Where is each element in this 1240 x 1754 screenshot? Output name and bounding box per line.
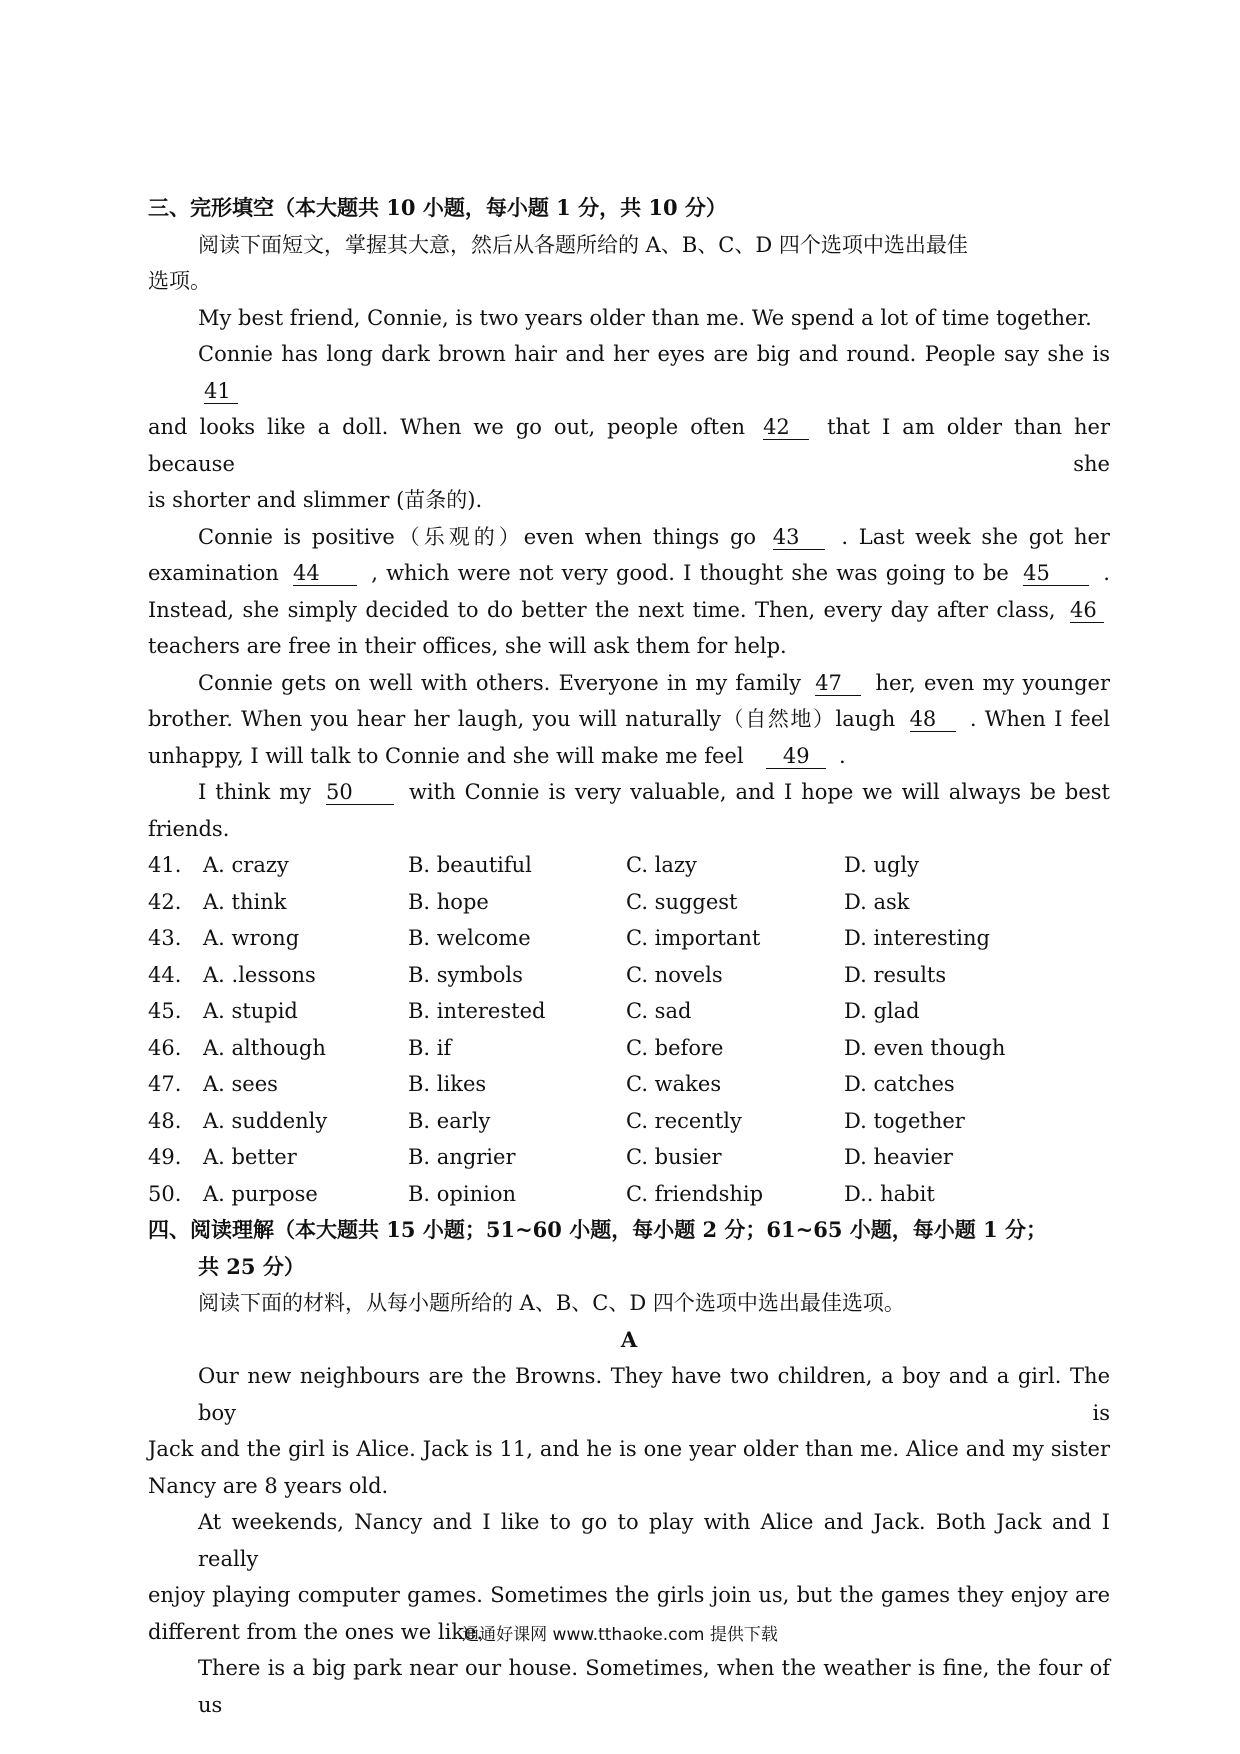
passage-line xyxy=(148,738,1110,775)
question-row xyxy=(148,1139,1110,1176)
option-b: B. welcome xyxy=(408,926,531,950)
exam-page xyxy=(148,190,1110,1723)
passage-text: with Connie is very valuable, and I hope we will always be best xyxy=(408,780,1110,804)
passage-a-line: Nancy are 8 years old. xyxy=(148,1473,389,1498)
option-c: C. recently xyxy=(626,1108,742,1133)
option-a: A. sees xyxy=(203,1072,278,1096)
blank-50: 50 xyxy=(326,780,394,805)
passage-text: Connie is positive（乐观的）even when things go xyxy=(198,524,757,549)
option-b: B. early xyxy=(408,1108,491,1133)
passage-text: that I am older than her because she xyxy=(148,415,1111,476)
passage-text: . When I feel xyxy=(969,707,1110,731)
option-a: A. .lessons xyxy=(203,962,316,987)
option-c: C. busier xyxy=(626,1145,722,1169)
question-row xyxy=(148,920,1110,957)
section4-heading-cont: 共 25 分） xyxy=(198,1253,305,1279)
option-a: A. better xyxy=(203,1145,297,1169)
passage-line xyxy=(148,555,1110,592)
option-d: D. ask xyxy=(844,889,910,914)
passage-a-line: At weekends, Nancy and I like to go to play with Alice and Jack. Both Jack and I really xyxy=(198,1510,1110,1571)
question-row xyxy=(148,884,1110,921)
passage-text: . xyxy=(1103,561,1110,585)
passage-text: . xyxy=(838,743,846,768)
option-a: A. stupid xyxy=(203,999,298,1023)
question-number: 41. xyxy=(148,853,182,877)
passage-text: unhappy, I will talk to Connie and she will make me feel xyxy=(148,743,744,768)
blank-44: 44 xyxy=(293,561,357,586)
option-d: D. even though xyxy=(844,1035,1006,1060)
option-a: A. although xyxy=(203,1035,326,1060)
passage-line xyxy=(148,665,1110,702)
passage-line xyxy=(148,774,1110,811)
passage-text: Instead, she simply decided to do better the next time. Then, every day after class, xyxy=(148,597,1056,622)
question-number: 43. xyxy=(148,926,182,950)
question-number: 48. xyxy=(148,1108,182,1133)
passage-line xyxy=(148,519,1110,556)
section4-heading: 四、阅读理解（本大题共 15 小题；51~60 小题，每小题 2 分；61~65 小题，每小题 1 分； xyxy=(148,1217,1048,1242)
section3-instruction: 阅读下面短文，掌握其大意，然后从各题所给的 A、B、C、D 四个选项中选出最佳 xyxy=(198,232,968,257)
question-number: 42. xyxy=(148,889,182,914)
blank-49: 49 xyxy=(766,744,826,769)
option-c: C. wakes xyxy=(626,1072,722,1096)
option-d: D. heavier xyxy=(844,1145,953,1169)
passage-text: Connie gets on well with others. Everyone in my family xyxy=(198,670,801,695)
question-number: 46. xyxy=(148,1035,182,1060)
question-row xyxy=(148,1030,1110,1067)
passage-text: brother. When you hear her laugh, you will naturally（自然地）laugh xyxy=(148,707,896,731)
section4-instruction: 阅读下面的材料，从每小题所给的 A、B、C、D 四个选项中选出最佳选项。 xyxy=(198,1291,905,1315)
passage-a-line: Jack and the girl is Alice. Jack is 11, and he is one year older than me. Alice and my sister xyxy=(148,1437,1110,1461)
passage-a-label: A xyxy=(620,1326,638,1352)
option-d: D. ugly xyxy=(844,853,919,877)
option-c: C. sad xyxy=(626,999,692,1023)
question-number: 44. xyxy=(148,962,182,987)
option-a: A. suddenly xyxy=(203,1108,328,1133)
question-row xyxy=(148,993,1110,1030)
option-d: D.. habit xyxy=(844,1181,935,1206)
section3-instruction-cont: 选项。 xyxy=(148,269,211,293)
passage-text: examination xyxy=(148,561,279,585)
question-row xyxy=(148,1066,1110,1103)
option-b: B. symbols xyxy=(408,962,523,987)
passage-line: friends. xyxy=(148,816,230,841)
option-b: B. beautiful xyxy=(408,853,532,877)
option-a: A. crazy xyxy=(203,853,289,877)
blank-41: 41 xyxy=(204,379,238,404)
passage-text: , which were not very good. I thought she was going to be xyxy=(371,561,1009,585)
passage-a-line: enjoy playing computer games. Sometimes the girls join us, but the games they enjoy are xyxy=(148,1583,1110,1607)
option-b: B. hope xyxy=(408,889,489,914)
option-c: C. suggest xyxy=(626,889,738,914)
passage-text: . Last week she got her xyxy=(841,524,1110,549)
option-c: C. friendship xyxy=(626,1181,764,1206)
question-list xyxy=(148,847,1110,1212)
option-d: D. glad xyxy=(844,999,920,1023)
option-c: C. lazy xyxy=(626,853,697,877)
option-c: C. novels xyxy=(626,962,723,987)
blank-43: 43 xyxy=(773,525,825,550)
option-b: B. interested xyxy=(408,999,546,1023)
passage-text: her, even my younger xyxy=(875,670,1110,695)
option-d: D. catches xyxy=(844,1072,955,1096)
passage-text: and looks like a doll. When we go out, people often xyxy=(148,415,746,439)
passage-a-line: Our new neighbours are the Browns. They have two children, a boy and a girl. The boy is xyxy=(198,1364,1110,1425)
blank-42: 42 xyxy=(763,415,809,440)
option-a: A. think xyxy=(203,889,287,914)
passage-paragraph: My best friend, Connie, is two years older than me. We spend a lot of time together. xyxy=(198,305,1092,330)
option-a: A. wrong xyxy=(203,926,300,950)
option-b: B. if xyxy=(408,1035,452,1060)
passage-text: Connie has long dark brown hair and her eyes are big and round. People say she is xyxy=(198,342,1110,366)
blank-45: 45 xyxy=(1023,561,1089,586)
option-b: B. angrier xyxy=(408,1145,516,1169)
footer-credit: 通通好课网 www.tthaoke.com 提供下载 xyxy=(462,1625,778,1645)
option-d: D. interesting xyxy=(844,926,990,950)
option-d: D. together xyxy=(844,1108,965,1133)
blank-46: 46 xyxy=(1070,598,1104,623)
question-row xyxy=(148,1103,1110,1140)
question-row xyxy=(148,847,1110,884)
passage-line xyxy=(148,336,1110,409)
passage-text: I think my xyxy=(198,780,311,804)
passage-line xyxy=(148,409,1110,482)
passage-line xyxy=(148,701,1110,738)
blank-47: 47 xyxy=(815,671,861,696)
passage-a-line: different from the ones we like. xyxy=(148,1619,484,1644)
section3-heading: 三、完形填空（本大题共 10 小题，每小题 1 分，共 10 分） xyxy=(148,195,727,220)
question-row xyxy=(148,957,1110,994)
passage-line xyxy=(148,592,1110,629)
question-row xyxy=(148,1176,1110,1213)
question-number: 47. xyxy=(148,1072,182,1096)
question-number: 45. xyxy=(148,999,182,1023)
option-b: B. opinion xyxy=(408,1181,516,1206)
option-c: C. before xyxy=(626,1035,724,1060)
passage-line: is shorter and slimmer (苗条的). xyxy=(148,488,483,512)
option-d: D. results xyxy=(844,962,947,987)
passage-line: teachers are free in their offices, she will ask them for help. xyxy=(148,634,787,658)
option-a: A. purpose xyxy=(203,1181,318,1206)
option-b: B. likes xyxy=(408,1072,487,1096)
option-c: C. important xyxy=(626,926,761,950)
passage-a-line: There is a big park near our house. Sometimes, when the weather is fine, the four of us xyxy=(198,1656,1110,1717)
question-number: 49. xyxy=(148,1145,182,1169)
question-number: 50. xyxy=(148,1181,182,1206)
blank-48: 48 xyxy=(910,707,956,732)
